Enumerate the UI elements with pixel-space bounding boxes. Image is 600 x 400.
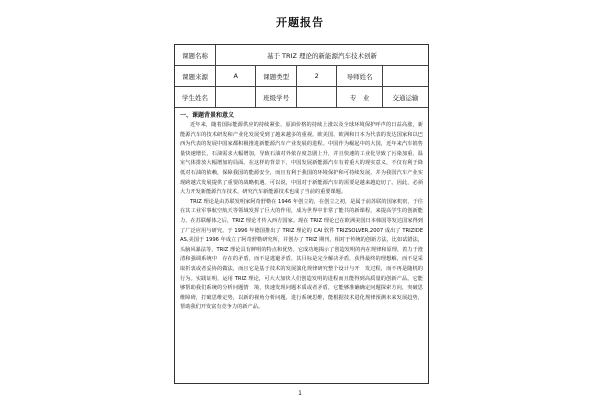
- section-heading: 一、课题背景和意义: [180, 112, 235, 119]
- value-topic-name: 基于 TRIZ 理论的新能源汽车技术创新: [215, 45, 428, 66]
- table-row-title: [175, 45, 428, 66]
- table-row-student: [175, 87, 428, 108]
- report-form: [174, 44, 429, 384]
- info-table: [175, 45, 428, 108]
- page-number: 1: [298, 390, 302, 397]
- paragraph: TRIZ 理论是由苏联发明家阿奇舒勒在 1946 年创立的，在创立之初，是属于前苏联的国家机密，于往在其工业军事航空航天等领域发挥了巨大的作用，成为世界中非常了能共的新课程，来提高学生的创新能力，在苏联解体之后，TRIZ 理论才传入西方国家。现在 TRIZ 理论已在欧洲美国日本韩国等发达国家得到了广泛应用与研究。于 1996 年德国推出了 TRIZ 理论的 CAI 软件 TRIZSOLVER,2007 成出了 TRIZIDEAS,美国于 1996 年成立了阿奇舒勒研究所，并创办了 TRIZ 期刊，相对于传统的创新方法，比如试错法，头脑风暴法等，TRIZ 理论具有鲜明的特点和优势。它成功地揭示了创造发明的内在规律和原理，着力于澄清和强调系统中 存在的矛盾，而不是逃避矛盾，其目标是完全解决矛盾，获得最终的理想解，而不是采取折衷或者妥协的做法，而且它是基于技术的发展演化规律研究整个设计与开 发过程，而不再是随机的行为。实践证明，运用 TRIZ 理论，可大大加快人们创造发明的进程而且能得到高质量的创新产品。它能够帮助我们系统的分析问题情 境，快速发现问题本质或者矛盾，它能够准确确定问题探索方向，突破思维障碍，打破思维定势，以新的视角分析问题，进行系统思维，能根据技术进化规律预测未来发展趋势，帮助我们开发富有竞争力的新产品。: [180, 198, 423, 311]
- value-topic-source: A: [215, 66, 255, 87]
- value-topic-type: 2: [296, 66, 336, 87]
- label-class-id: 班级学号: [256, 87, 296, 108]
- label-topic-type: 课题类型: [256, 66, 296, 87]
- value-advisor-name: [382, 66, 428, 87]
- document-title: 开题报告: [276, 16, 324, 29]
- value-student-name: [215, 87, 255, 108]
- label-topic-name: 课题名称: [175, 45, 215, 66]
- table-row-source: [175, 66, 428, 87]
- paragraph: 近年来，随着国际能源供应的持续紧张、原油价格的持续上涨以及全球环境保护呼声的日益高涨，新能源汽车的技术研发和产业化发展受到了越来越多的重视。欧美国、欧洲和日本为代表的发达国家和以巴西为代表的发展中国家都积极推进新能源汽车产业发展的进程。中国作为崛起中的大国，近年来汽车销售量快速增长，石油需求大幅增加，导致石油对外依存度急剧上升，并且快速的工业化导致了污染加重、温室气体排放大幅增加的局面。在这样的背景下，中国发展新能源汽车有着重大的现实意义，不仅有利于降低对石油的依赖，保障我国的能源安全，而且有利于我国的环境保护和可持续发展，并为我国汽车产业实现跨越式发展提供了重要的战略机遇。可以说，中国对于新能源汽车的需要是越来越迫切了。因此，必须大力开发新能源汽车技术，研究汽车新能源技术也成了当前的重要课题。: [180, 122, 423, 196]
- value-major: 交通运输: [382, 87, 428, 108]
- label-topic-source: 课题来源: [175, 66, 215, 87]
- label-student-name: 学生姓名: [175, 87, 215, 108]
- value-class-id: [296, 87, 336, 108]
- section-background: [175, 108, 428, 313]
- label-advisor-name: 导师姓名: [337, 66, 383, 87]
- label-major: 专 业: [337, 87, 383, 108]
